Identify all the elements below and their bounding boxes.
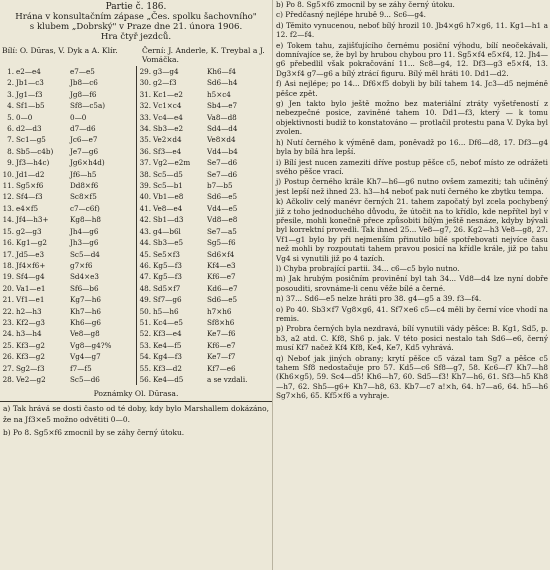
move-number: 31. (139, 89, 151, 99)
move-row (0, 363, 136, 374)
move-number: 47. (139, 272, 151, 282)
white-move: Kf3—d2 (153, 363, 182, 373)
black-move: Sd6—h4 (207, 78, 238, 88)
white-move: Se5×f3 (153, 249, 181, 259)
move-row (137, 363, 271, 374)
black-move: Vg8—g4?% (70, 340, 112, 350)
move-table (0, 66, 272, 385)
black-move: Dd8×f6 (70, 181, 99, 191)
move-row (137, 340, 271, 351)
move-number: 38. (139, 169, 151, 179)
move-row (0, 260, 136, 271)
move-row (137, 169, 271, 180)
black-move: Kf6—e7 (207, 340, 236, 350)
move-row (0, 169, 136, 180)
move-row (137, 180, 271, 191)
move-number: 11. (2, 181, 14, 191)
move-row (0, 100, 136, 111)
black-move: Jc6—e7 (70, 135, 98, 145)
move-number: 12. (2, 192, 14, 202)
white-move: g3—g4 (153, 67, 179, 76)
move-number: 46. (139, 260, 151, 270)
white-move: Sf1—b5 (16, 101, 45, 111)
black-move: Sb4—e7 (207, 101, 238, 111)
black-players: Černí: J. Anderle, K. Treybal a J. Vomáčka. (142, 46, 265, 64)
annotation-note: l) Chyba probrající partii. 34... c6—c5 bylo nutno. (276, 263, 460, 273)
move-row (0, 191, 136, 202)
black-move: Jh3—g6 (70, 238, 99, 248)
white-move: Jf3—h4c) (16, 158, 50, 168)
black-move: Kh7—h6 (70, 306, 101, 316)
move-number: 45. (139, 249, 151, 259)
white-move: Kg1—g2 (16, 238, 47, 248)
white-move: e4×f5 (16, 203, 39, 213)
black-move: Sd6×f4 (207, 249, 235, 259)
black-move: Ke7—f6 (207, 329, 236, 339)
white-move: Vf1—e1 (16, 295, 45, 305)
move-number: 42. (139, 215, 151, 225)
annotation-note: b) Po 8. Sg5×f6 zmocnil by se záhy černý útoku. (3, 427, 185, 437)
move-row (137, 146, 271, 157)
white-move: Ke4—f5 (153, 340, 182, 350)
black-move: Sd4×e3 (70, 272, 99, 282)
move-row (137, 203, 271, 214)
subtitle-line-2: s klubem „Dobrský" v Praze dne 21. února 1906. (29, 22, 243, 32)
black-move: Sf8—c5a) (70, 101, 106, 111)
move-number: 6. (7, 124, 14, 134)
white-move: Jf4—h3+ (16, 215, 49, 225)
move-number: 18. (2, 260, 14, 270)
move-number: 41. (139, 203, 151, 213)
black-move: Jg8—f6 (70, 89, 97, 99)
white-move: Kf3—g2 (16, 340, 45, 350)
move-row (137, 89, 271, 100)
move-row (137, 294, 271, 305)
move-row (0, 374, 136, 385)
annotation-note: q) Neboť jak jiných obrany; krytí pěšce c5 vázal tam Sg7 a pěšce c5 tahem Sf8 nedostačuje pro 57. Kd5—c6 Sf8—g7, 58. Kc6—f7 Kh7—h8 (Kh6×g5), 59. Sc4—d5! Kh6—h7, 60. Sd5—f3! Kh7—h6, 61. Sf3—h5 Kh8—h7, 62. Sh5—g6+ Kh7—h8, 63. Kb7—c7 a!×h, 64. h7—a6, 64. h5—h6 Sg7×h6, 65. Kf5×f6 a vyhraje. (276, 353, 548, 401)
move-number: 52. (139, 329, 151, 339)
move-number: 36. (139, 146, 151, 156)
black-move: Se7—a5 (207, 226, 237, 236)
black-move: Kh6—f4 (207, 67, 236, 76)
white-move: Vb1—e8 (153, 192, 184, 202)
move-number: 40. (139, 192, 151, 202)
move-row (0, 112, 136, 123)
black-move: g7×f6 (70, 260, 93, 270)
black-move: Ke7—f7 (207, 352, 236, 362)
move-number: 32. (139, 101, 151, 111)
white-move: Sc5—d5 (153, 169, 183, 179)
move-number: 29. (139, 67, 151, 76)
move-row (0, 283, 136, 294)
white-move: Kf3—g2 (16, 352, 45, 362)
white-move: Kg4—f3 (153, 352, 182, 362)
move-row (0, 306, 136, 317)
black-move: a se vzdali. (207, 374, 248, 384)
black-move: c7—c6f) (70, 203, 100, 213)
black-move: d7—d6 (70, 124, 96, 134)
white-move: Sf3—e4 (153, 146, 182, 156)
white-move: Sg2—f3 (16, 363, 45, 373)
move-number: 27. (2, 363, 14, 373)
move-row (0, 271, 136, 282)
move-row (137, 306, 271, 317)
move-number: 34. (139, 124, 151, 134)
black-move: Jf6—h5 (70, 169, 97, 179)
annotation-note: m) Jak hrubým posičním provinění byl tah 34... Vd8—d4 lze nyní dobře posouditi, srovnáme-li cenu věže bílé a černé. (276, 274, 548, 293)
white-move: Kf2—g3 (16, 317, 45, 327)
move-number: 23. (2, 317, 14, 327)
black-move: Va8—d8 (207, 112, 237, 122)
black-move: Kd6—e7 (207, 283, 238, 293)
move-row (0, 294, 136, 305)
white-move: Vg2—e2m (153, 158, 191, 168)
annotation-note: p) Probra černých byla nezdravá, bílí vynutili vády pěšce: B. Kg1, Sd5, p. b3, a2 atd. C. Kf8, Sh6 p. jak. V této posici nestalo tah Sd6—e6, černý musí Kf7 načež Kf4 Kf8, Ke4, Ke7, Kd5 vyhrává. (276, 324, 548, 353)
move-row (137, 271, 271, 282)
move-row (0, 340, 136, 351)
move-number: 15. (2, 226, 14, 236)
black-move: Ve8×d4 (207, 135, 236, 145)
notes-heading: Poznámky Ol. Dūrasa. (93, 389, 179, 399)
move-number: 13. (2, 203, 14, 213)
black-move: 0—0 (70, 112, 87, 122)
black-move: Sg5—f6 (207, 238, 236, 248)
divider (0, 401, 272, 402)
move-number: 5. (7, 112, 14, 122)
white-move: Sb3—e5 (153, 238, 184, 248)
move-row (0, 226, 136, 237)
black-move: Vd4—e5 (207, 203, 238, 213)
white-move: Kc4—e5 (153, 317, 183, 327)
left-column (0, 0, 272, 570)
move-row (137, 112, 271, 123)
black-move: Jh4—g6 (70, 226, 99, 236)
white-move: Ve8—e4 (153, 203, 183, 213)
moves-column-a (0, 66, 136, 385)
move-number: 8. (7, 146, 14, 156)
move-number: 24. (2, 329, 14, 339)
move-row (137, 351, 271, 362)
move-number: 26. (2, 352, 14, 362)
white-move: Kg5—f3 (153, 272, 182, 282)
move-row (137, 283, 271, 294)
move-row (0, 351, 136, 362)
move-number: 20. (2, 283, 14, 293)
black-move: b7—b5 (207, 181, 233, 191)
move-number: 33. (139, 112, 151, 122)
black-move: Kg8—h8 (70, 215, 101, 225)
move-number: 7. (7, 135, 14, 145)
black-move: Sc5—d6 (70, 374, 100, 384)
move-row (0, 157, 136, 168)
annotation-note: f) Asi nejlépe; po 14... Df6×f5 dobyli by bílí tahem 14. Jc3—d5 nejméně pěšce zpět. (276, 79, 548, 98)
black-move: h7×h6 (207, 306, 232, 316)
move-number: 14. (2, 215, 14, 225)
move-row (137, 66, 271, 77)
move-number: 16. (2, 238, 14, 248)
move-number: 9. (7, 158, 14, 168)
move-row (0, 203, 136, 214)
move-row (137, 191, 271, 202)
white-move: Kf3—e4 (153, 329, 182, 339)
move-number: 2. (7, 78, 14, 88)
move-row (137, 134, 271, 145)
move-number: 39. (139, 181, 151, 191)
move-number: 25. (2, 340, 14, 350)
annotation-note: i) Bílí jest nucen zameziti dříve postup pěšce c5, neboť místo ze odrážeti svého pěšce vrací. (276, 157, 548, 176)
white-move: Jd1—d2 (16, 169, 45, 179)
move-row (137, 249, 271, 260)
white-move: Sg5×f6 (16, 181, 44, 191)
black-move: f7—f5 (70, 363, 92, 373)
move-number: 51. (139, 317, 151, 327)
move-row (137, 328, 271, 339)
white-move: g2—f3 (153, 78, 177, 88)
game-number: Partie č. 186. (105, 2, 167, 12)
white-move: Jg1—f3 (16, 89, 43, 99)
move-number: 17. (2, 249, 14, 259)
black-move: Jg6×h4d) (70, 158, 105, 168)
opening-name: Hra čtyř jezdců. (100, 32, 172, 42)
black-move: e7—e5 (70, 67, 95, 76)
move-row (137, 157, 271, 168)
move-number: 44. (139, 238, 151, 248)
white-move: Jb1—c3 (16, 78, 44, 88)
annotation-note: a) Tak hrává se dosti často od té doby, kdy bylo Marshallem dokázáno, že na Jf3×e5 možno odvětiti 0—0. (3, 404, 269, 424)
annotation-note: d) Těmito vynucenou, neboť bílý hrozil 10. Jb4×g6 h7×g6, 11. Kg1—h1 a 12. f2—f4. (276, 20, 548, 40)
annotation-note: n) 37... Sd6—e5 nelze hráti pro 38. g4—g5 a 39. f3—f4. (276, 294, 482, 304)
white-move: h2—h3 (16, 306, 42, 316)
black-move: Se7—d6 (207, 169, 238, 179)
black-move: Kf4—e3 (207, 260, 236, 270)
moves-column-b (136, 66, 271, 385)
white-move: Sf7—g6 (153, 295, 182, 305)
move-row (0, 146, 136, 157)
right-notes (273, 0, 550, 401)
move-row (0, 317, 136, 328)
black-move: Sd4—d4 (207, 124, 238, 134)
white-move: Ve2×d4 (153, 135, 182, 145)
black-move: Kf6—e7 (207, 272, 236, 282)
move-row (0, 237, 136, 248)
annotation-note: c) Předčasný nejlépe hrubě 9... Sc6—g4. (276, 10, 426, 20)
black-move: Sd6—e5 (207, 192, 238, 202)
move-row (137, 100, 271, 111)
white-move: d2—d3 (16, 124, 42, 134)
move-row (0, 123, 136, 134)
black-move: Vg4—g7 (70, 352, 101, 362)
black-move: Se7—d6 (207, 158, 238, 168)
annotation-note: e) Tokem tahu, zajišťujícího černému posiční výhodu, bílí neočekávali, domnívajíce se, že byl by hrubou chybou pro 11. Sg5×f4 e5×f4, 12. Jh4—g6 přebedlil však pokračování 11... Sc8—g4, 12. Df3—g3 e5×f4, 13. Dg3×f4 g7—g6 a bílý ztrácí figuru. Bílý měl hráti 10. Dd1—d2. (276, 40, 548, 78)
white-move: Ke4—d5 (153, 374, 184, 384)
move-number: 54. (139, 352, 151, 362)
move-row (137, 237, 271, 248)
move-row (137, 374, 271, 385)
black-move: Jb8—c6 (70, 78, 98, 88)
black-move: Ve8—g8 (70, 329, 100, 339)
annotation-note: k) Ačkoliv celý manévr černých 21. tahem započatý byl zcela pochybený již z toho jednoduchého důvodu, že útočit na to křídlo, kde nepřítel byl v přesile, mohli konečně přece způsobiti bílým ještě nesnáze, kdyby bývali byl korrektní provedli. Tak ihned 25... Ve8—g7, 26. Kg2—h3 Ve8—g8, 27. Vf1—g1 bylo by při nejmenším přinutilo bílé spotřebovati nejvíce času než mohli by rozpoutati tahem pravou posicí na křídle krále, již po tahu Vg4 si vynutili již po 4 tazích. (276, 197, 548, 263)
white-move: h3—h4 (16, 329, 42, 339)
black-move: Kf7—e6 (207, 363, 236, 373)
move-row (137, 260, 271, 271)
move-row (0, 66, 136, 77)
move-row (137, 123, 271, 134)
move-number: 50. (139, 306, 151, 316)
move-number: 55. (139, 363, 151, 373)
move-row (0, 134, 136, 145)
move-number: 21. (2, 295, 14, 305)
white-move: h5—h6 (153, 306, 179, 316)
move-number: 22. (2, 306, 14, 316)
white-move: Vc4—e4 (153, 112, 183, 122)
white-players: Bílí: O. Dūras, V. Dyk a A. Klír. (2, 46, 118, 55)
black-move: Kg7—h6 (70, 295, 101, 305)
move-number: 49. (139, 295, 151, 305)
move-row (0, 249, 136, 260)
move-number: 53. (139, 340, 151, 350)
white-move: 0—0 (16, 112, 33, 122)
right-column (272, 0, 550, 570)
move-number: 37. (139, 158, 151, 168)
black-move: Sf6—b6 (70, 283, 99, 293)
white-move: e2—e4 (16, 67, 41, 76)
move-number: 56. (139, 374, 151, 384)
white-move: Vc1×c4 (153, 101, 182, 111)
black-move: Kh6—g6 (70, 317, 101, 327)
move-number: 3. (7, 89, 14, 99)
white-move: Sd5×f7 (153, 283, 181, 293)
move-number: 4. (7, 101, 14, 111)
move-number: 35. (139, 135, 151, 145)
black-move: Sd6—e5 (207, 295, 238, 305)
black-move: Sc5—d4 (70, 249, 100, 259)
move-number: 48. (139, 283, 151, 293)
white-move: Va1—e1 (16, 283, 46, 293)
white-move: Sb3—e2 (153, 124, 184, 134)
black-move: Je7—g6 (70, 146, 99, 156)
black-move: h5×c4 (207, 89, 231, 99)
move-row (0, 89, 136, 100)
white-move: g4—b6l (153, 226, 181, 236)
black-move: Sc8×f5 (70, 192, 97, 202)
white-move: Sf4—g4 (16, 272, 45, 282)
move-number: 10. (2, 169, 14, 179)
black-move: Sf8×h6 (207, 317, 235, 327)
white-move: Sf4—f3 (16, 192, 43, 202)
move-row (137, 214, 271, 225)
annotation-note: g) Jen takto bylo ještě možno bez materiální ztráty vyšetřeností z nebezpečné posice, zaviněné tahem 10. Dd1—f3, který — k tomu objektivnosti budiž to konstatováno — protlačil protestu pana V. Dyka byl zvolen. (276, 99, 548, 137)
game-title (0, 2, 272, 42)
move-number: 43. (139, 226, 151, 236)
white-move: Sc1—g5 (16, 135, 46, 145)
annotation-note: o) Po 40. Sb3×f7 Vg8×g6, 41. Sf7×e6 c5—c4 měli by černí více vhodí na remis. (276, 304, 548, 323)
white-move: Sc5—b1 (153, 181, 183, 191)
players (2, 46, 270, 64)
move-number: 19. (2, 272, 14, 282)
annotation-note: h) Nutí černého k výměně dam, poněvadž po 16... Df6—d8, 17. Df3—g4 byla by bílá hra lepší. (276, 137, 548, 157)
move-row (0, 214, 136, 225)
white-move: Ve2—g2 (16, 374, 46, 384)
move-row (137, 226, 271, 237)
black-move: Vd4—b4 (207, 146, 238, 156)
annotation-note: b) Po 8. Sg5×f6 zmocnil by se záhy černý útoku. (276, 0, 455, 9)
move-row (0, 180, 136, 191)
move-row (137, 317, 271, 328)
white-move: Jf4×f6+ (16, 260, 46, 270)
white-move: g2—g3 (16, 226, 42, 236)
black-move: Vd8—e8 (207, 215, 238, 225)
move-number: 30. (139, 78, 151, 88)
subtitle-line-1: Hrána v konsultačním zápase „Čes. spolku šachovního" (15, 12, 257, 22)
move-number: 1. (7, 67, 14, 76)
move-number: 28. (2, 374, 14, 384)
move-row (0, 77, 136, 88)
annotation-note: j) Postup černého krále Kh7—h6—g6 nutno ovšem zameziti; tah učiněný jest lepší než ihned 23. h3—h4 neboť pak nutí černého ke zbytku tempa. (276, 177, 548, 196)
move-row (0, 328, 136, 339)
white-move: Kc1—e2 (153, 89, 183, 99)
white-move: Sb5—c4b) (16, 146, 54, 156)
left-notes (0, 404, 272, 438)
move-row (137, 77, 271, 88)
white-move: Kg5—f3 (153, 260, 182, 270)
white-move: Jd5—e3 (16, 249, 45, 259)
white-move: Sb1—d3 (153, 215, 184, 225)
